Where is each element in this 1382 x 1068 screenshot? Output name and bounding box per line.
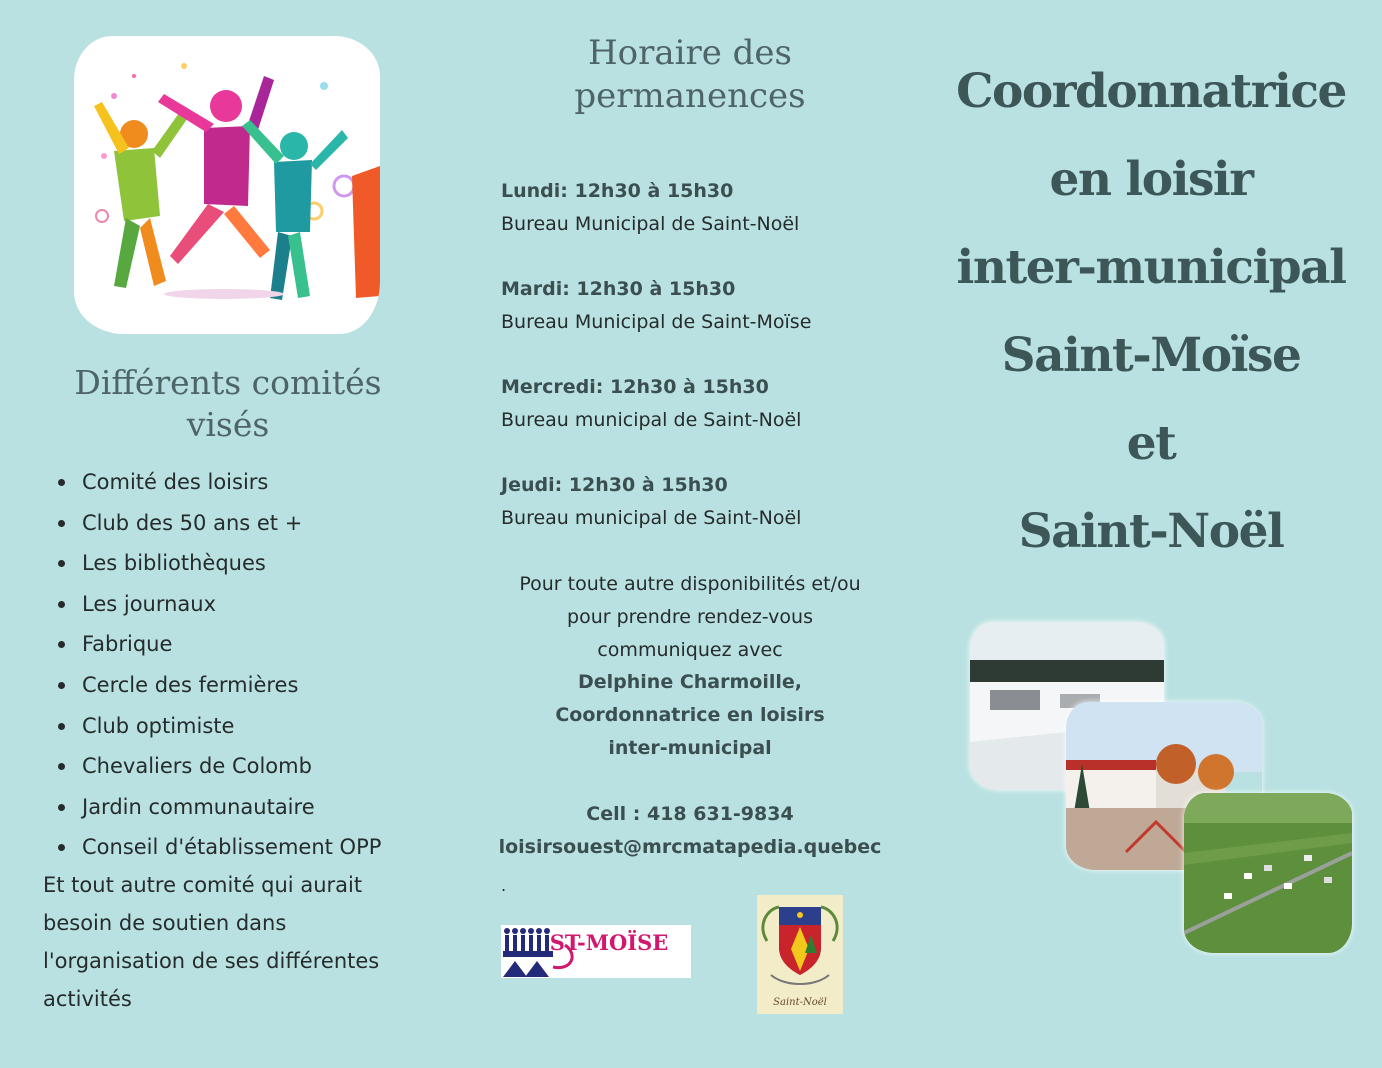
stray-dot: . (501, 876, 507, 895)
extra-comites-text: Et tout autre comité qui aurait besoin de soutien dans l'organisation de ses différentes activités (43, 873, 380, 1011)
schedule-place: Bureau Municipal de Saint-Moïse (501, 311, 812, 333)
saint-moise-logo (501, 925, 691, 978)
contact-role: inter-municipal (608, 736, 772, 759)
contact-role: Coordonnatrice en loisirs (555, 704, 825, 727)
saint-noel-crest-art (757, 895, 843, 1014)
contact-line: Pour toute autre disponibilités et/ou (519, 573, 861, 595)
schedule-place: Bureau Municipal de Saint-Noël (501, 213, 800, 235)
comite-item: Club optimiste (56, 706, 381, 747)
contact-line: communiquez avec (597, 638, 783, 661)
dancers-illustration-art (74, 36, 380, 334)
schedule-place: Bureau municipal de Saint-Noël (501, 507, 802, 529)
title-line: Coordonnatrice (956, 64, 1346, 119)
saint-noel-crest (757, 895, 843, 1014)
comite-item: Les bibliothèques (56, 543, 381, 584)
comite-item: Les journaux (56, 584, 381, 625)
comite-item: Conseil d'établissement OPP (56, 827, 381, 868)
contact-block (490, 568, 890, 863)
comite-item: Comité des loisirs (56, 462, 381, 503)
contact-email[interactable]: loisirsouest@mrcmatapedia.quebec (498, 835, 882, 858)
contact-line: pour prendre rendez-vous (567, 605, 813, 628)
schedule-entry-thursday (501, 469, 901, 535)
title-line: inter-municipal (956, 240, 1346, 295)
comites-list (56, 462, 381, 868)
schedule-day: Mercredi: 12h30 à 15h30 (501, 376, 769, 398)
saint-moise-logo-text: ST-MOÏSE (549, 930, 669, 955)
contact-phone: Cell : 418 631-9834 (586, 802, 794, 825)
schedule-day: Jeudi: 12h30 à 15h30 (501, 474, 728, 496)
comite-item: Jardin communautaire (56, 787, 381, 828)
comite-item: Cercle des fermières (56, 665, 381, 706)
left-panel (0, 0, 460, 1068)
schedule-day: Mardi: 12h30 à 15h30 (501, 278, 736, 300)
comite-item: Chevaliers de Colomb (56, 746, 381, 787)
comite-item: Fabrique (56, 624, 381, 665)
schedule-entry-monday (501, 175, 901, 241)
schedule-place: Bureau municipal de Saint-Noël (501, 409, 802, 431)
aerial-village-photo (1184, 793, 1352, 953)
title-line: Saint-Moïse (1001, 328, 1301, 383)
title-line: et (1126, 416, 1176, 471)
comites-heading: Différents comités visés (74, 363, 382, 444)
schedule-heading: Horaire des permanences (574, 33, 806, 116)
dancers-illustration (74, 36, 380, 334)
title-line: Saint-Noël (1018, 504, 1284, 559)
saint-noel-crest-text: Saint-Noël (773, 997, 827, 1008)
schedule-entry-tuesday (501, 273, 901, 339)
brochure-title (920, 48, 1382, 576)
schedule-day: Lundi: 12h30 à 15h30 (501, 180, 734, 202)
title-line: en loisir (1049, 152, 1253, 207)
saint-moise-logo-art (501, 925, 691, 978)
contact-name: Delphine Charmoille, (578, 671, 802, 694)
comite-item: Club des 50 ans et + (56, 503, 381, 544)
right-panel (920, 0, 1382, 1068)
schedule-entry-wednesday (501, 371, 901, 437)
middle-panel (460, 0, 920, 1068)
